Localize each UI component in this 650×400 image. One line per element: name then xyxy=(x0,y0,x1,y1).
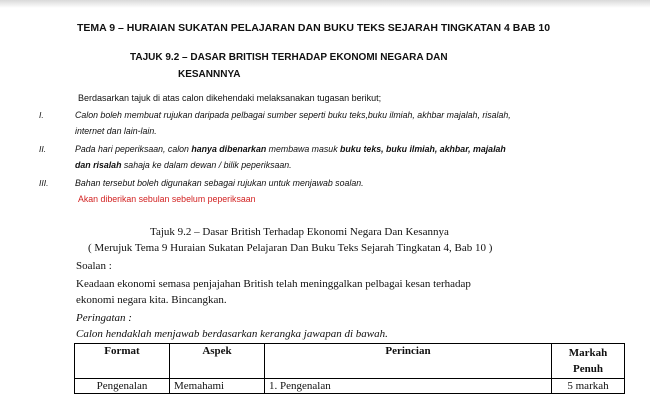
item-2-text-c: membawa masuk xyxy=(266,144,341,154)
question-topic: Tajuk 9.2 – Dasar British Terhadap Ekonomi Negara Dan Kesannya xyxy=(150,226,449,238)
item-numeral-1: I. xyxy=(39,110,44,120)
item-2-text-f: sahaja ke dalam dewan / bilik peperiksaan. xyxy=(121,160,292,170)
exam-note: Akan diberikan sebulan sebelum peperiksaan xyxy=(78,194,256,204)
question-text-line1: Keadaan ekonomi semasa penjajahan British telah meninggalkan pelbagai kesan terhadap xyxy=(76,278,471,290)
peringatan-label: Peringatan : xyxy=(76,312,132,324)
item-1-line1: Calon boleh membuat rujukan daripada pelbagai sumber seperti buku teks,buku ilmiah, akhbar majalah, risalah, xyxy=(75,110,511,120)
item-numeral-3: III. xyxy=(39,178,49,188)
cell-aspek: Memahami xyxy=(170,379,265,394)
cell-perincian: 1. Pengenalan xyxy=(265,379,552,394)
item-3-line1: Bahan tersebut boleh digunakan sebagai rujukan untuk menjawab soalan. xyxy=(75,178,364,188)
header-markah xyxy=(552,344,625,379)
topic-title-line2: KESANNNYA xyxy=(178,69,241,80)
soalan-label: Soalan : xyxy=(76,260,112,272)
item-1-line2: internet dan lain-lain. xyxy=(75,126,157,136)
item-2-bold-d: buku teks, buku ilmiah, akhbar, majalah xyxy=(340,144,506,154)
item-numeral-2: II. xyxy=(39,144,47,154)
item-2-text-a: Pada hari peperiksaan, calon xyxy=(75,144,192,154)
answer-instruction: Calon hendaklah menjawab berdasarkan kerangka jawapan di bawah. xyxy=(76,328,388,340)
answer-framework-table xyxy=(74,343,625,394)
item-2-line1 xyxy=(75,144,506,154)
cell-format: Pengenalan xyxy=(75,379,170,394)
topic-title-line1: TAJUK 9.2 – DASAR BRITISH TERHADAP EKONOMI NEGARA DAN xyxy=(130,52,448,63)
cell-markah: 5 markah xyxy=(552,379,625,394)
header-perincian: Perincian xyxy=(265,344,552,379)
header-markah-line1: Markah xyxy=(568,347,608,359)
item-2-bold-e: dan risalah xyxy=(75,160,122,170)
header-markah-line2: Penuh xyxy=(573,363,603,375)
item-2-line2 xyxy=(75,160,292,170)
table-header-row xyxy=(75,344,625,379)
instructions-intro: Berdasarkan tajuk di atas calon dikehendaki melaksanakan tugasan berikut; xyxy=(78,93,382,103)
table-row xyxy=(75,379,625,394)
header-format: Format xyxy=(75,344,170,379)
question-text-line2: ekonomi negara kita. Bincangkan. xyxy=(76,294,227,306)
item-2-bold-a: hanya dibenarkan xyxy=(191,144,267,154)
page-top-edge xyxy=(0,0,650,8)
question-reference: ( Merujuk Tema 9 Huraian Sukatan Pelajaran Dan Buku Teks Sejarah Tingkatan 4, Bab 10 ) xyxy=(88,242,493,254)
header-aspek: Aspek xyxy=(170,344,265,379)
theme-title: TEMA 9 – HURAIAN SUKATAN PELAJARAN DAN BUKU TEKS SEJARAH TINGKATAN 4 BAB 10 xyxy=(77,22,551,34)
